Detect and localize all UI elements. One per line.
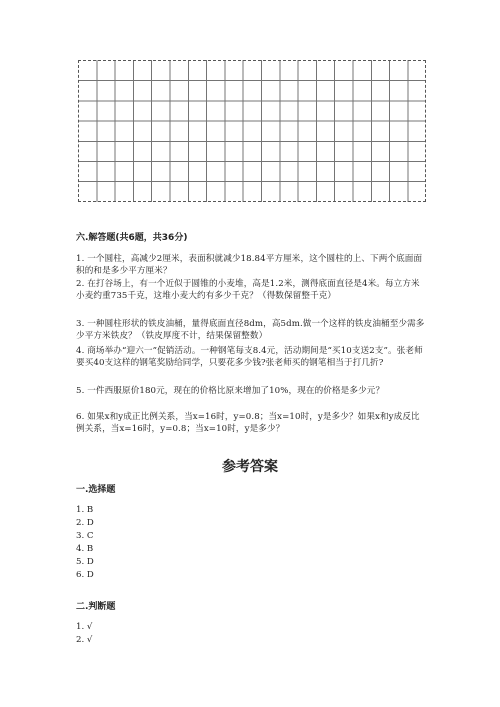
section-6-title: 六.解答题(共6题，共36分) [76, 233, 188, 243]
answer-item: 4. B [76, 544, 94, 554]
question-4: 4. 商场举办“迎六一”促销活动。一种钢笔每支8.4元，活动期间是“买10支送2支”。张老师要买40支这样的钢笔奖励给同学，只要花多少钱?张老师买的钢笔相当于打几折? [76, 346, 423, 368]
answer-item: 2. √ [76, 635, 93, 645]
question-5: 5. 一件西服原价180元，现在的价格比原来增加了10%，现在的价格是多少元？ [76, 386, 385, 396]
question-6: 6. 如果x和y成正比例关系，当x=16时，y=0.8；当x=10时，y是多少？如果x和y成反比例关系，当x=16时，y=0.8；当x=10时，y是多少？ [76, 412, 420, 434]
question-2: 2. 在打谷场上，有一个近似于圆锥的小麦堆，高是1.2米，测得底面直径是4米。每立方米小麦约重735千克，这堆小麦大约有多少千克？（得数保留整千克） [76, 279, 420, 301]
answers-heading: 参考答案 [222, 459, 278, 475]
answer-item: 2. D [76, 518, 94, 528]
answer-item: 6. D [76, 570, 94, 580]
writing-grid [78, 60, 426, 202]
question-3: 3. 一种圆柱形状的铁皮油桶，量得底面直径8dm，高5dm.做一个这样的铁皮油桶至少需多少平方米铁皮？（铁皮厚度不计，结果保留整数） [76, 319, 425, 341]
answer-item: 1. √ [76, 622, 93, 632]
answers-section-2-title: 二.判断题 [76, 602, 116, 612]
question-1: 1. 一个圆柱，高减少2厘米，表面积就减少18.84平方厘米，这个圆柱的上、下两个底面面积的和是多少平方厘米？ [76, 254, 423, 276]
answer-item: 5. D [76, 557, 94, 567]
answer-item: 3. C [76, 531, 94, 541]
answer-item: 1. B [76, 505, 94, 515]
answers-section-1-title: 一.选择题 [76, 485, 116, 495]
